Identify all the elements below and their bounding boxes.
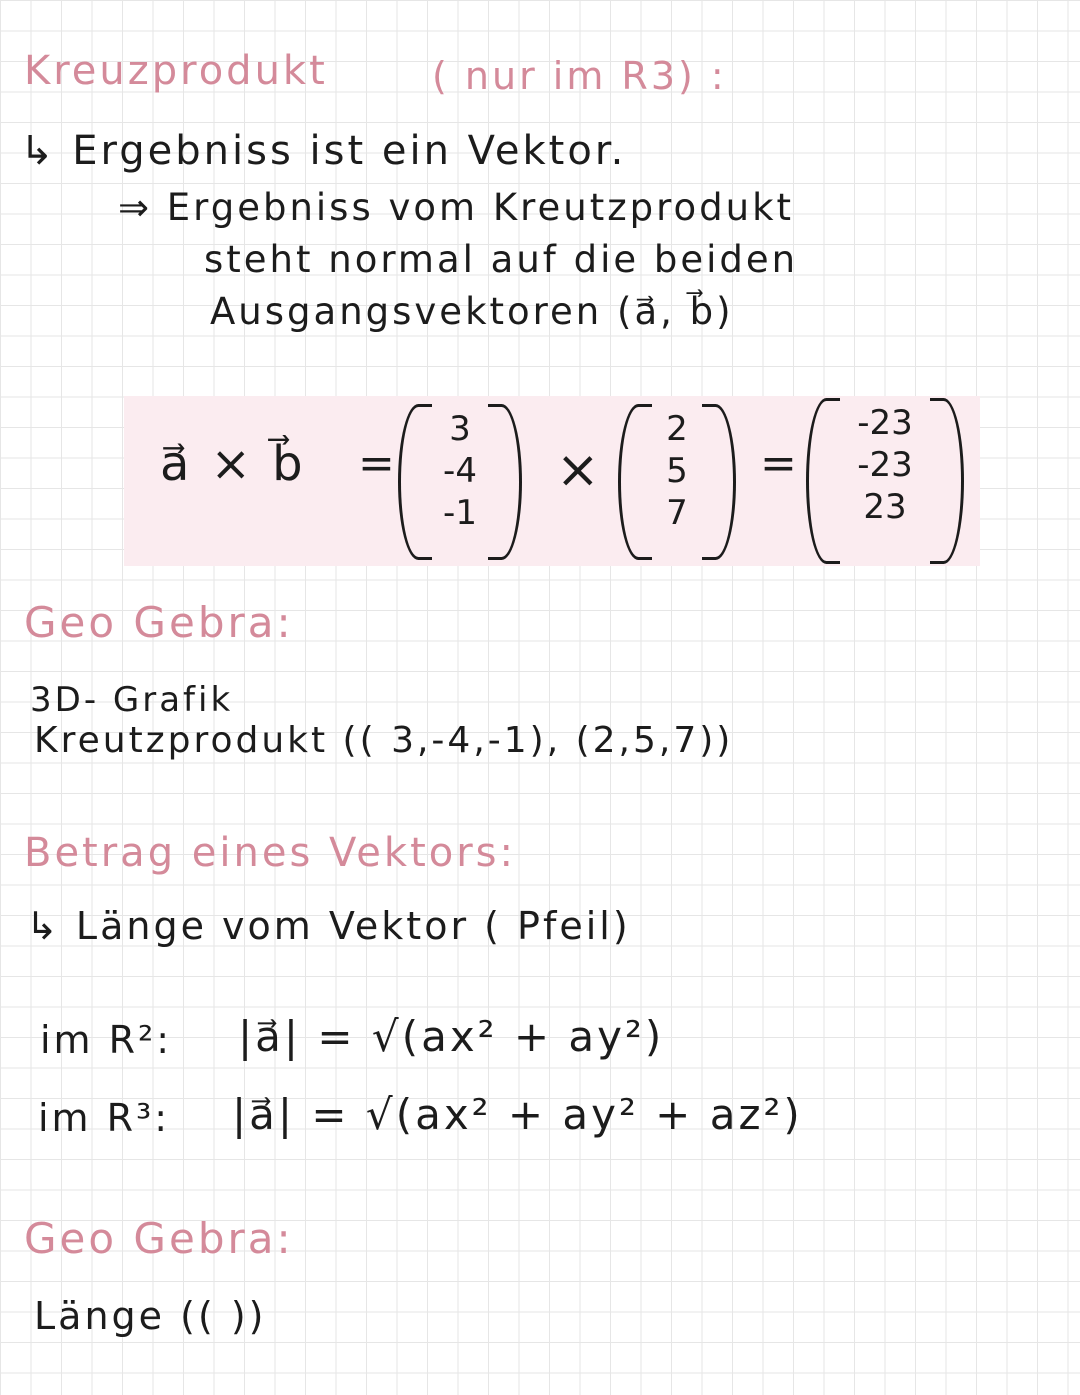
vector-a-z: -1 [443,493,477,533]
vector-result [806,398,964,564]
heading-note: ( nur im R3) : [432,54,727,98]
label-im-r2: im R²: [40,1018,173,1062]
line-3d-grafik: 3D- Grafik [30,680,234,720]
formula-equals-2: = [760,438,800,489]
heading-geogebra-1: Geo Gebra: [24,598,294,647]
heading-kreuzprodukt: Kreuzprodukt [24,48,328,94]
vector-result-y: -23 [857,445,913,485]
right-parenthesis [488,404,522,560]
right-parenthesis [702,404,736,560]
line-normal: steht normal auf die beiden [204,238,799,281]
formula-r2: |a⃗| = √(ax² + ay²) [238,1012,665,1061]
vector-b [618,404,736,560]
line-result-vector: ↳ Ergebniss ist ein Vektor. [20,128,627,174]
left-parenthesis [806,398,840,564]
right-parenthesis [930,398,964,564]
vector-b-z: 7 [666,493,688,533]
label-im-r3: im R³: [38,1096,171,1140]
formula-equals-1: = [358,438,398,489]
vector-b-y: 5 [666,451,688,491]
formula-times: × [556,440,603,500]
line-laenge-vektor: ↳ Länge vom Vektor ( Pfeil) [26,904,631,948]
vector-a [398,404,522,560]
formula-lhs: a⃗ × b⃗ [160,436,306,492]
vector-a-x: 3 [449,409,471,449]
formula-r3: |a⃗| = √(ax² + ay² + az²) [232,1090,803,1139]
vector-result-x: -23 [857,403,913,443]
line-laenge-command: Länge (( )) [34,1294,267,1338]
left-parenthesis [398,404,432,560]
vector-a-y: -4 [443,451,477,491]
heading-geogebra-2: Geo Gebra: [24,1214,294,1263]
line-result-crossproduct: ⇒ Ergebniss vom Kreutzprodukt [118,186,795,229]
line-kreutzprodukt-command: Kreutzprodukt (( 3,-4,-1), (2,5,7)) [34,720,734,761]
vector-b-x: 2 [666,409,688,449]
heading-betrag: Betrag eines Vektors: [24,830,516,876]
left-parenthesis [618,404,652,560]
vector-result-z: 23 [863,487,907,527]
line-ausgangsvektoren: Ausgangsvektoren (a⃗, b⃗) [210,290,734,333]
